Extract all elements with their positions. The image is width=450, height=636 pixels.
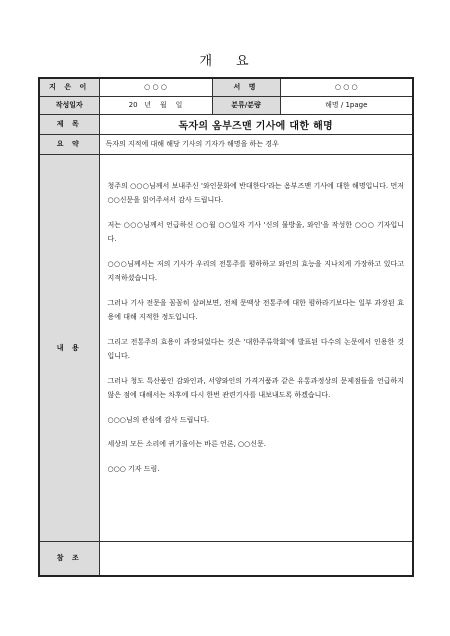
content-paragraph: 그러나 청도 특산품인 감와인과, 서양와인의 가격거품과 같은 유통과정상의 문제점들을 언급하지 않은 점에 대해서는 차후에 다시 한번 관련기사를 내보내도록 하겠습니다. <box>107 376 404 399</box>
content-paragraph: ○○○님의 관심에 감사 드립니다. <box>107 415 210 424</box>
summary-value: 독자의 지적에 대해 해당 기사의 기자가 해명을 하는 경우 <box>99 134 413 154</box>
content-label: 내 용 <box>39 154 99 541</box>
title-char-2: 요 <box>236 54 251 69</box>
content-body <box>99 154 413 541</box>
row-reference <box>39 541 413 576</box>
content-paragraph: 청주의 ○○○님께서 보내주신 '와인문화에 반대한다'라는 옴부즈맨 기사에 대한 해명입니다. 먼저 ○○신문을 읽어주셔서 감사 드립니다. <box>107 181 404 204</box>
content-paragraph: 그러나 기사 전문을 꼼꼼히 살펴보면, 전체 문맥상 전통주에 대한 폄하라기보다는 일부 과장된 효용에 대해 지적한 정도입니다. <box>107 298 404 321</box>
content-paragraph: 그리고 전통주의 효용이 과장되었다는 것은 '대한주류학회'에 발표된 다수의 논문에서 인용한 것입니다. <box>107 337 404 360</box>
summary-label: 요 약 <box>39 134 99 154</box>
category-value: 해명 / 1page <box>280 96 413 114</box>
reference-value <box>99 541 413 576</box>
content-paragraph: 세상의 모든 소리에 귀기울이는 바른 언론, ○○신문. <box>107 440 266 448</box>
content-paragraph: ○○○님께서는 저의 기사가 우리의 전통주를 폄하하고 와인의 효능을 지나치게 가장하고 있다고 지적하셨습니다. <box>107 259 404 282</box>
row-content <box>39 154 413 541</box>
author-label: 지 은 이 <box>39 78 99 96</box>
reference-label: 참 조 <box>39 541 99 576</box>
summary-form <box>38 77 414 577</box>
date-label: 작성일자 <box>39 96 99 114</box>
row-date <box>39 96 413 114</box>
content-paragraph: ○○○ 기자 드림. <box>107 464 160 473</box>
date-value: 20 년 월 일 <box>99 96 212 114</box>
signature-label: 서 명 <box>212 78 280 96</box>
row-summary <box>39 134 413 154</box>
subject-label: 제 목 <box>39 114 99 134</box>
subject-value: 독자의 옴부즈맨 기사에 대한 해명 <box>99 114 413 134</box>
document-title <box>0 50 450 69</box>
content-paragraph: 저는 ○○○님께서 언급하신 ○○월 ○○일자 기사 '신의 물방울, 와인'을 작성한 ○○○ 기자입니다. <box>107 220 404 243</box>
author-value: ○ ○ ○ <box>99 78 212 96</box>
category-label: 분류/분량 <box>212 96 280 114</box>
row-author <box>39 78 413 96</box>
row-subject <box>39 114 413 134</box>
signature-value: ○ ○ ○ <box>280 78 413 96</box>
title-char-1: 개 <box>199 54 214 69</box>
